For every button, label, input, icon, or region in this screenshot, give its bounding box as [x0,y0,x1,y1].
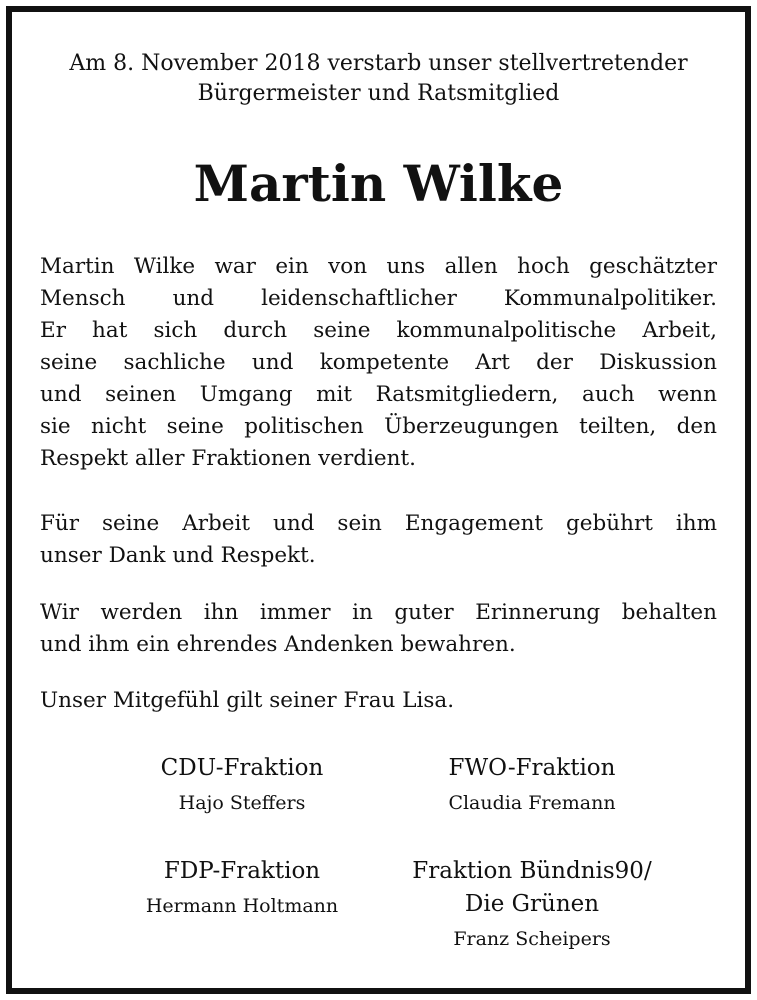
signature-group-continued: Die Grünen [464,891,600,917]
signature-person: Hermann Holtmann [145,895,339,917]
paragraph-line: Mensch und leidenschaftlicher Kommunalpolitiker. [40,286,717,311]
paragraph-line: Wir werden ihn immer in guter Erinnerung behalten [40,600,717,625]
intro-line-2: Bürgermeister und Ratsmitglied [197,81,560,106]
signature-person: Franz Scheipers [453,928,611,950]
signature-person: Claudia Fremann [448,792,616,814]
paragraph-line: und seinen Umgang mit Ratsmitgliedern, auch wenn [40,382,717,407]
paragraph-remembrance [40,597,717,661]
signature-fdp [92,855,392,922]
paragraph-line: unser Dank und Respekt. [40,543,316,568]
paragraph-line: sie nicht seine politischen Überzeugungen teilten, den [40,414,717,439]
paragraph-line: Für seine Arbeit und sein Engagement gebührt ihm [40,511,717,536]
signature-group: FDP-Fraktion [163,858,321,884]
signature-gruene [382,855,682,955]
paragraph-line: Martin Wilke war ein von uns allen hoch geschätzter [40,254,717,279]
paragraph-line: und ihm ein ehrendes Andenken bewahren. [40,632,516,657]
signature-group: Fraktion Bündnis90/ [412,858,652,884]
paragraph-tribute [40,251,717,475]
paragraph-line: seine sachliche und kompetente Art der Diskussion [40,350,717,375]
signature-group: CDU-Fraktion [160,755,324,781]
signature-fwo [382,752,682,819]
paragraph-line: Er hat sich durch seine kommunalpolitische Arbeit, [40,318,717,343]
intro-line-1: Am 8. November 2018 verstarb unser stellvertretender [69,51,688,76]
signature-group: FWO-Fraktion [448,755,616,781]
intro-text [12,49,745,109]
signature-person: Hajo Steffers [178,792,306,814]
paragraph-thanks [40,508,717,572]
paragraph-line: Respekt aller Fraktionen verdient. [40,446,416,471]
deceased-name: Martin Wilke [193,154,564,213]
paragraph-line: Unser Mitgefühl gilt seiner Frau Lisa. [40,688,455,713]
signature-cdu [92,752,392,819]
paragraph-condolence [40,685,717,717]
obituary-frame [6,6,751,994]
